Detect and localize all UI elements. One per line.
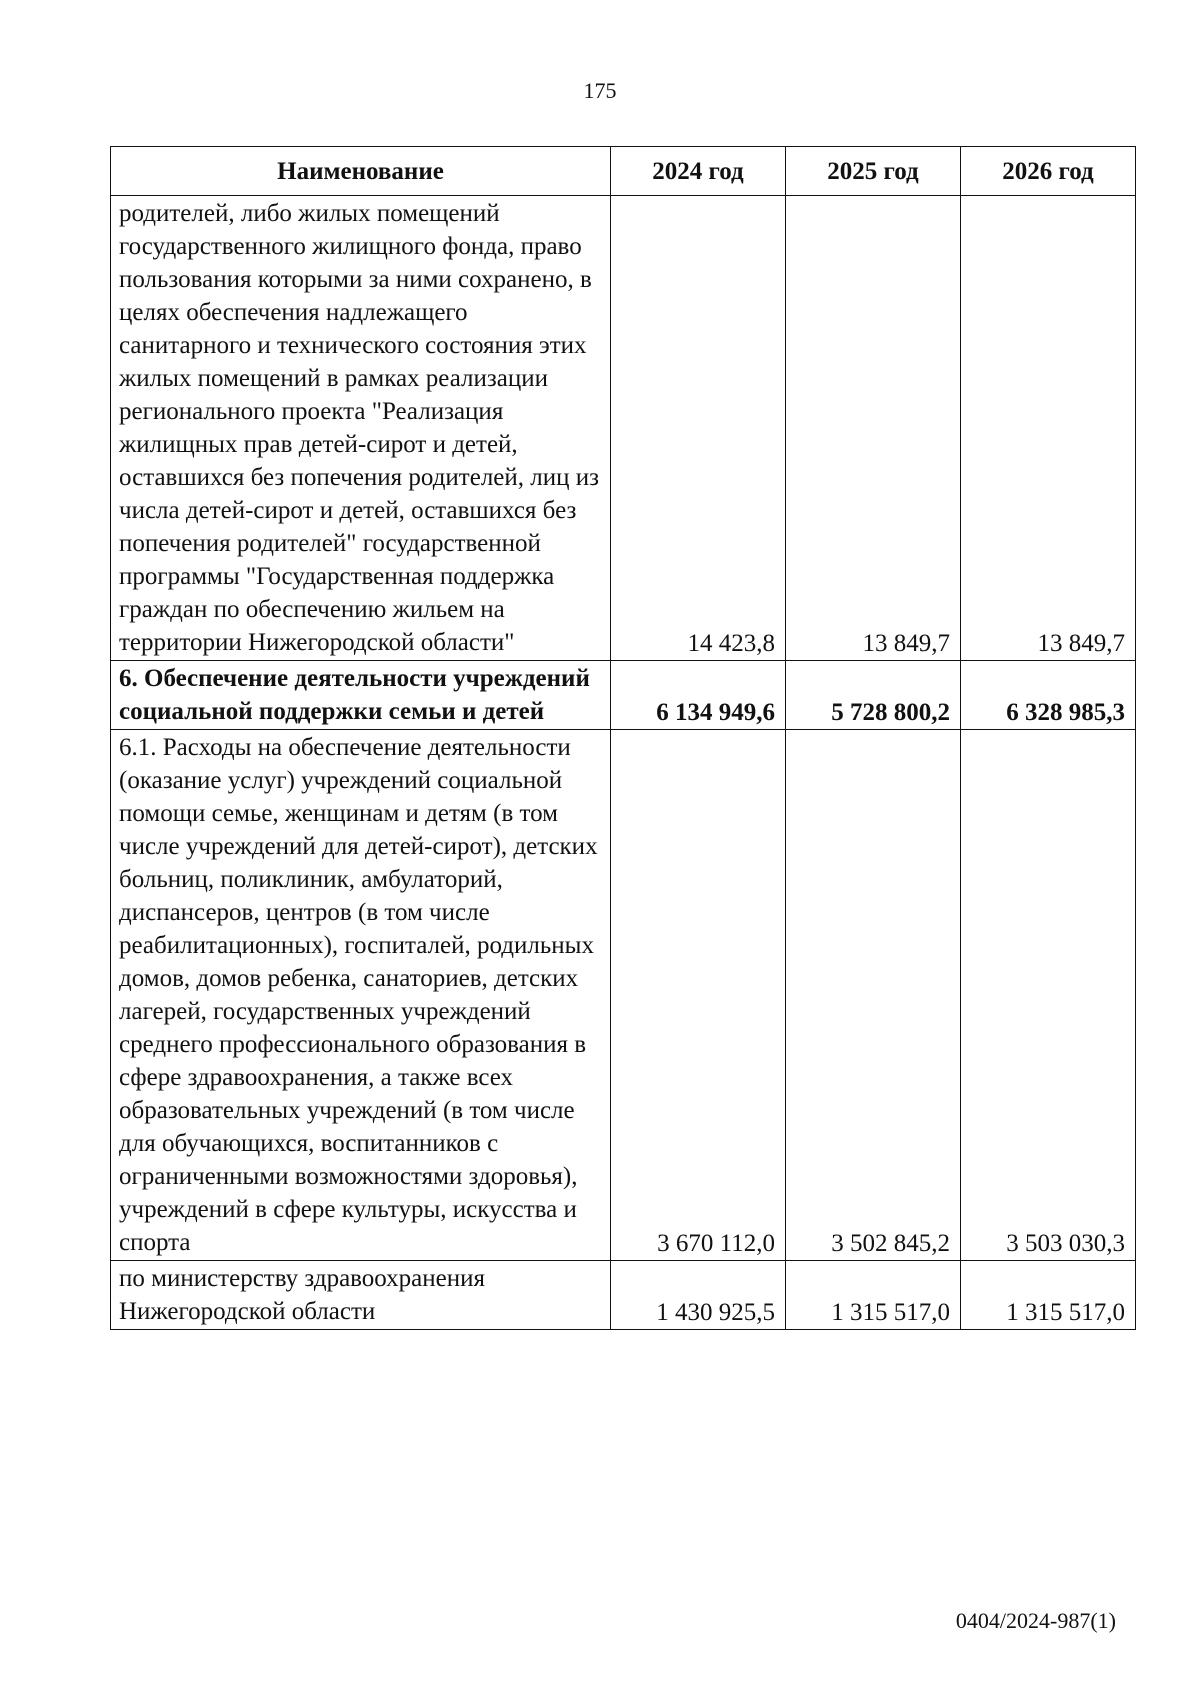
row-value-2025: 3 502 845,2 (786, 730, 961, 1261)
table-row (111, 1261, 1136, 1330)
document-code: 0404/2024-987(1) (955, 1608, 1116, 1633)
row-value-2024: 14 423,8 (611, 196, 786, 661)
header-2026: 2026 год (961, 147, 1136, 196)
table-row-section-total (111, 661, 1136, 730)
table-header-row (111, 147, 1136, 196)
row-value-2025: 5 728 800,2 (786, 661, 961, 730)
row-value-2026: 3 503 030,3 (961, 730, 1136, 1261)
row-value-2024: 6 134 949,6 (611, 661, 786, 730)
table-row (111, 196, 1136, 661)
row-value-2025: 1 315 517,0 (786, 1261, 961, 1330)
row-value-2026: 1 315 517,0 (961, 1261, 1136, 1330)
row-value-2026: 13 849,7 (961, 196, 1136, 661)
row-name: 6. Обеспечение деятельности учреждений социальной поддержки семьи и детей (111, 661, 611, 730)
header-2025: 2025 год (786, 147, 961, 196)
budget-table (110, 146, 1136, 1330)
header-2024: 2024 год (611, 147, 786, 196)
table-row (111, 730, 1136, 1261)
row-value-2026: 6 328 985,3 (961, 661, 1136, 730)
row-name: родителей, либо жилых помещений государственного жилищного фонда, право пользования которыми за ними сохранено, в целях обеспечения надлежащего санитарного и технического состояния этих жилых помещений в рамках реализации регионального проекта "Реализация жилищных прав детей-сирот и детей, оставшихся без попечения родителей, лиц из числа детей-сирот и детей, оставшихся без попечения родителей" государственной программы "Государственная поддержка граждан по обеспечению жильем на территории Нижегородской области" (111, 196, 611, 661)
page-number: 175 (583, 78, 617, 103)
row-value-2025: 13 849,7 (786, 196, 961, 661)
row-name: 6.1. Расходы на обеспечение деятельности (оказание услуг) учреждений социальной помощи семье, женщинам и детям (в том числе учреждений для детей-сирот), детских больниц, поликлиник, амбулаторий, диспансеров, центров (в том числе реабилитационных), госпиталей, родильных домов, домов ребенка, санаториев, детских лагерей, государственных учреждений среднего профессионального образования в сфере здравоохранения, а также всех образовательных учреждений (в том числе для обучающихся, воспитанников с ограниченными возможностями здоровья), учреждений в сфере культуры, искусства и спорта (111, 730, 611, 1261)
row-value-2024: 1 430 925,5 (611, 1261, 786, 1330)
row-name: по министерству здравоохранения Нижегородской области (111, 1261, 611, 1330)
row-value-2024: 3 670 112,0 (611, 730, 786, 1261)
header-name: Наименование (111, 147, 611, 196)
